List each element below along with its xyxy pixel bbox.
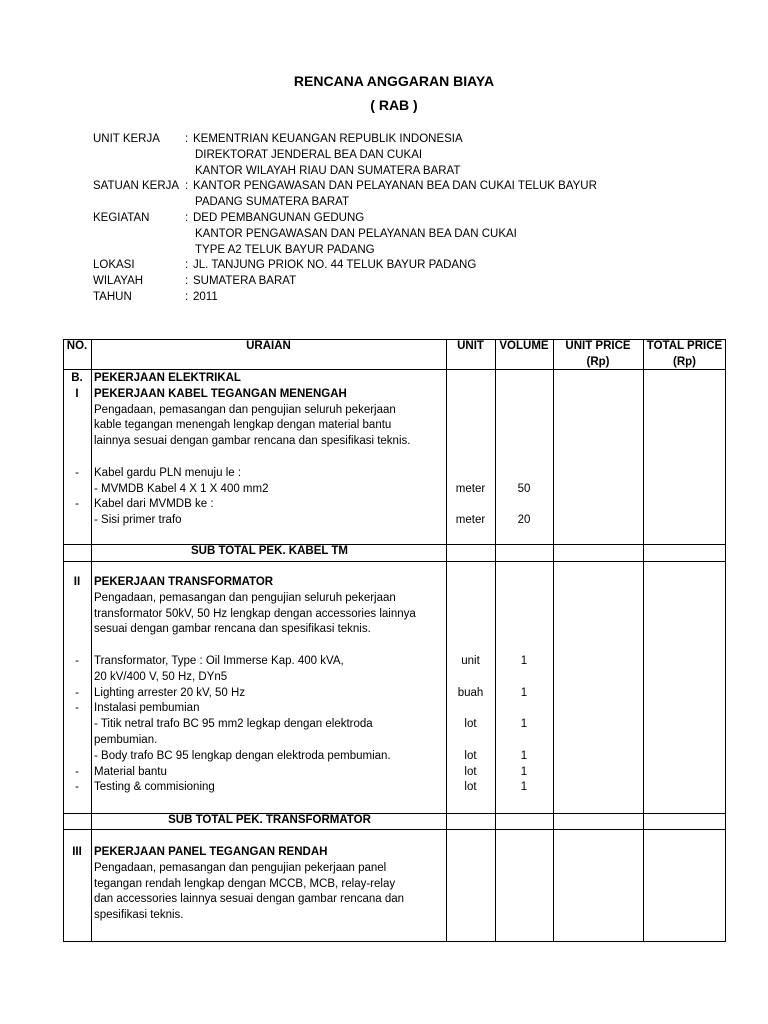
info-row — [93, 243, 733, 259]
item-unit: meter — [455, 514, 486, 527]
info-colon: : — [185, 290, 189, 303]
table-grid-line — [63, 941, 726, 942]
info-row — [93, 148, 733, 164]
subtotal-label: SUB TOTAL PEK. KABEL TM — [191, 545, 348, 557]
header-uraian: URAIAN — [246, 340, 291, 352]
section-title: PEKERJAAN ELEKTRIKAL — [94, 372, 241, 384]
table-grid-line — [495, 339, 496, 942]
rab-table — [63, 339, 726, 942]
section-desc-line: tegangan rendah lengkap dengan MCCB, MCB, relay-relay — [94, 877, 396, 890]
item-unit: lot — [464, 765, 477, 778]
section-desc-line: dan accessories lainnya sesuai dengan gambar rencana dan — [94, 893, 405, 906]
section-desc-line: Pengadaan, pemasangan dan pengujian seluruh pekerjaan — [94, 591, 396, 604]
info-colon: : — [185, 275, 189, 288]
section-desc-line: spesifikasi teknis. — [94, 909, 184, 922]
item-dash: - — [75, 702, 79, 715]
info-value: KANTOR PENGAWASAN DAN PELAYANAN BEA DAN CUKAI — [195, 227, 517, 240]
item-volume: 1 — [520, 718, 528, 731]
table-grid-line — [553, 339, 554, 942]
info-value: PADANG SUMATERA BARAT — [195, 196, 349, 209]
item-unit: lot — [464, 749, 477, 762]
info-label: UNIT KERJA — [93, 133, 160, 145]
item-dash: - — [75, 466, 79, 479]
section-no: II — [73, 576, 81, 588]
info-value: KANTOR WILAYAH RIAU DAN SUMATERA BARAT — [195, 164, 461, 177]
section-title: PEKERJAAN TRANSFORMATOR — [94, 576, 274, 588]
info-label — [93, 164, 185, 180]
item-volume: 1 — [520, 781, 528, 794]
section-desc-line: Pengadaan, pemasangan dan pengujian pekerjaan panel — [94, 861, 387, 874]
item-dash: - — [75, 655, 79, 667]
item-unit: lot — [464, 718, 477, 731]
item-text: - Sisi primer trafo — [94, 514, 182, 527]
item-volume: 1 — [520, 686, 528, 699]
header-total-price: TOTAL PRICE — [646, 340, 723, 352]
info-row — [93, 132, 733, 148]
info-label: SATUAN KERJA — [93, 180, 180, 193]
header-volume: VOLUME — [499, 340, 549, 352]
table-grid-line — [63, 829, 726, 830]
item-dash: - — [75, 765, 79, 778]
header-no: NO. — [66, 340, 88, 352]
item-text: Material bantu — [94, 765, 167, 778]
table-grid-line — [643, 339, 644, 942]
info-label: TAHUN — [93, 290, 132, 303]
section-no: B. — [71, 372, 83, 384]
item-volume: 1 — [520, 749, 528, 762]
info-value: TYPE A2 TELUK BAYUR PADANG — [195, 243, 375, 256]
item-volume: 1 — [520, 765, 528, 778]
info-label — [93, 195, 185, 211]
item-text: Kabel dari MVMDB ke : — [94, 498, 214, 511]
info-label: WILAYAH — [93, 275, 144, 288]
header-unit: UNIT — [457, 340, 484, 352]
section-desc-line: kable tegangan menengah lengkap dengan material bantu — [94, 419, 392, 432]
info-colon: : — [185, 259, 189, 272]
info-value: KEMENTRIAN KEUANGAN REPUBLIK INDONESIA — [193, 133, 463, 145]
info-value: 2011 — [193, 290, 218, 303]
item-text: Lighting arrester 20 kV, 50 Hz — [94, 686, 246, 699]
item-dash: - — [75, 781, 79, 794]
section-no: I — [75, 387, 79, 400]
item-unit: meter — [455, 482, 486, 495]
document-title: RENCANA ANGGARAN BIAYA — [293, 73, 495, 89]
section-no: III — [72, 846, 82, 858]
info-label: KEGIATAN — [93, 211, 150, 224]
item-text: Transformator, Type : Oil Immerse Kap. 400 kVA, — [94, 655, 344, 667]
item-text: pembumian. — [94, 734, 158, 746]
item-text: Kabel gardu PLN menuju le : — [94, 466, 242, 479]
header-unit-price-rp: (Rp) — [586, 355, 610, 368]
info-label: LOKASI — [93, 259, 135, 272]
subtotal-label: SUB TOTAL PEK. TRANSFORMATOR — [168, 814, 371, 826]
info-value: DIREKTORAT JENDERAL BEA DAN CUKAI — [195, 148, 423, 161]
item-unit: lot — [464, 781, 477, 794]
section-desc-line: transformator 50kV, 50 Hz lengkap dengan accessories lainnya — [94, 607, 416, 620]
item-unit: unit — [461, 655, 480, 667]
section-subtitle: PEKERJAAN KABEL TEGANGAN MENENGAH — [94, 387, 347, 400]
section-desc-line: sesuai dengan gambar rencana dan spesifikasi teknis. — [94, 623, 371, 636]
info-row — [93, 258, 733, 274]
header-unit-price: UNIT PRICE — [565, 340, 631, 352]
info-colon: : — [185, 180, 189, 193]
item-text: - Titik netral trafo BC 95 mm2 legkap dengan elektroda — [94, 718, 373, 731]
info-label — [93, 148, 185, 164]
info-row — [93, 274, 733, 290]
info-value: DED PEMBANGUNAN GEDUNG — [193, 211, 365, 224]
item-volume: 50 — [517, 482, 531, 495]
table-grid-line — [725, 339, 726, 942]
info-row — [93, 164, 733, 180]
header-total-price-rp: (Rp) — [673, 355, 696, 368]
item-dash: - — [75, 498, 79, 511]
info-row — [93, 227, 733, 243]
item-text: Instalasi pembumian — [94, 702, 200, 715]
item-text: - MVMDB Kabel 4 X 1 X 400 mm2 — [94, 482, 269, 495]
info-colon: : — [185, 211, 189, 224]
info-row — [93, 290, 733, 306]
info-label — [93, 227, 185, 243]
info-row — [93, 195, 733, 211]
table-grid-line — [91, 339, 92, 942]
info-row — [93, 211, 733, 227]
table-grid-line — [446, 339, 447, 942]
section-desc-line: lainnya sesuai dengan gambar rencana dan spesifikasi teknis. — [94, 435, 411, 448]
item-volume: 20 — [517, 514, 531, 527]
section-title: PEKERJAAN PANEL TEGANGAN RENDAH — [94, 846, 328, 858]
item-text: 20 kV/400 V, 50 Hz, DYn5 — [94, 670, 228, 683]
info-row — [93, 179, 733, 195]
table-grid-line — [63, 561, 726, 562]
info-colon: : — [185, 133, 189, 145]
info-value: KANTOR PENGAWASAN DAN PELAYANAN BEA DAN CUKAI TELUK BAYUR — [193, 180, 597, 193]
item-dash: - — [75, 686, 79, 699]
item-unit: buah — [457, 686, 484, 699]
item-text: Testing & commisioning — [94, 781, 215, 794]
item-volume: 1 — [520, 655, 528, 667]
info-label — [93, 243, 185, 259]
project-info — [93, 132, 733, 306]
info-value: SUMATERA BARAT — [193, 275, 297, 288]
section-desc-line: Pengadaan, pemasangan dan pengujian seluruh pekerjaan — [94, 403, 396, 416]
info-value: JL. TANJUNG PRIOK NO. 44 TELUK BAYUR PADANG — [193, 259, 477, 272]
item-text: - Body trafo BC 95 lengkap dengan elektroda pembumian. — [94, 749, 391, 762]
document-subtitle: ( RAB ) — [370, 97, 418, 113]
